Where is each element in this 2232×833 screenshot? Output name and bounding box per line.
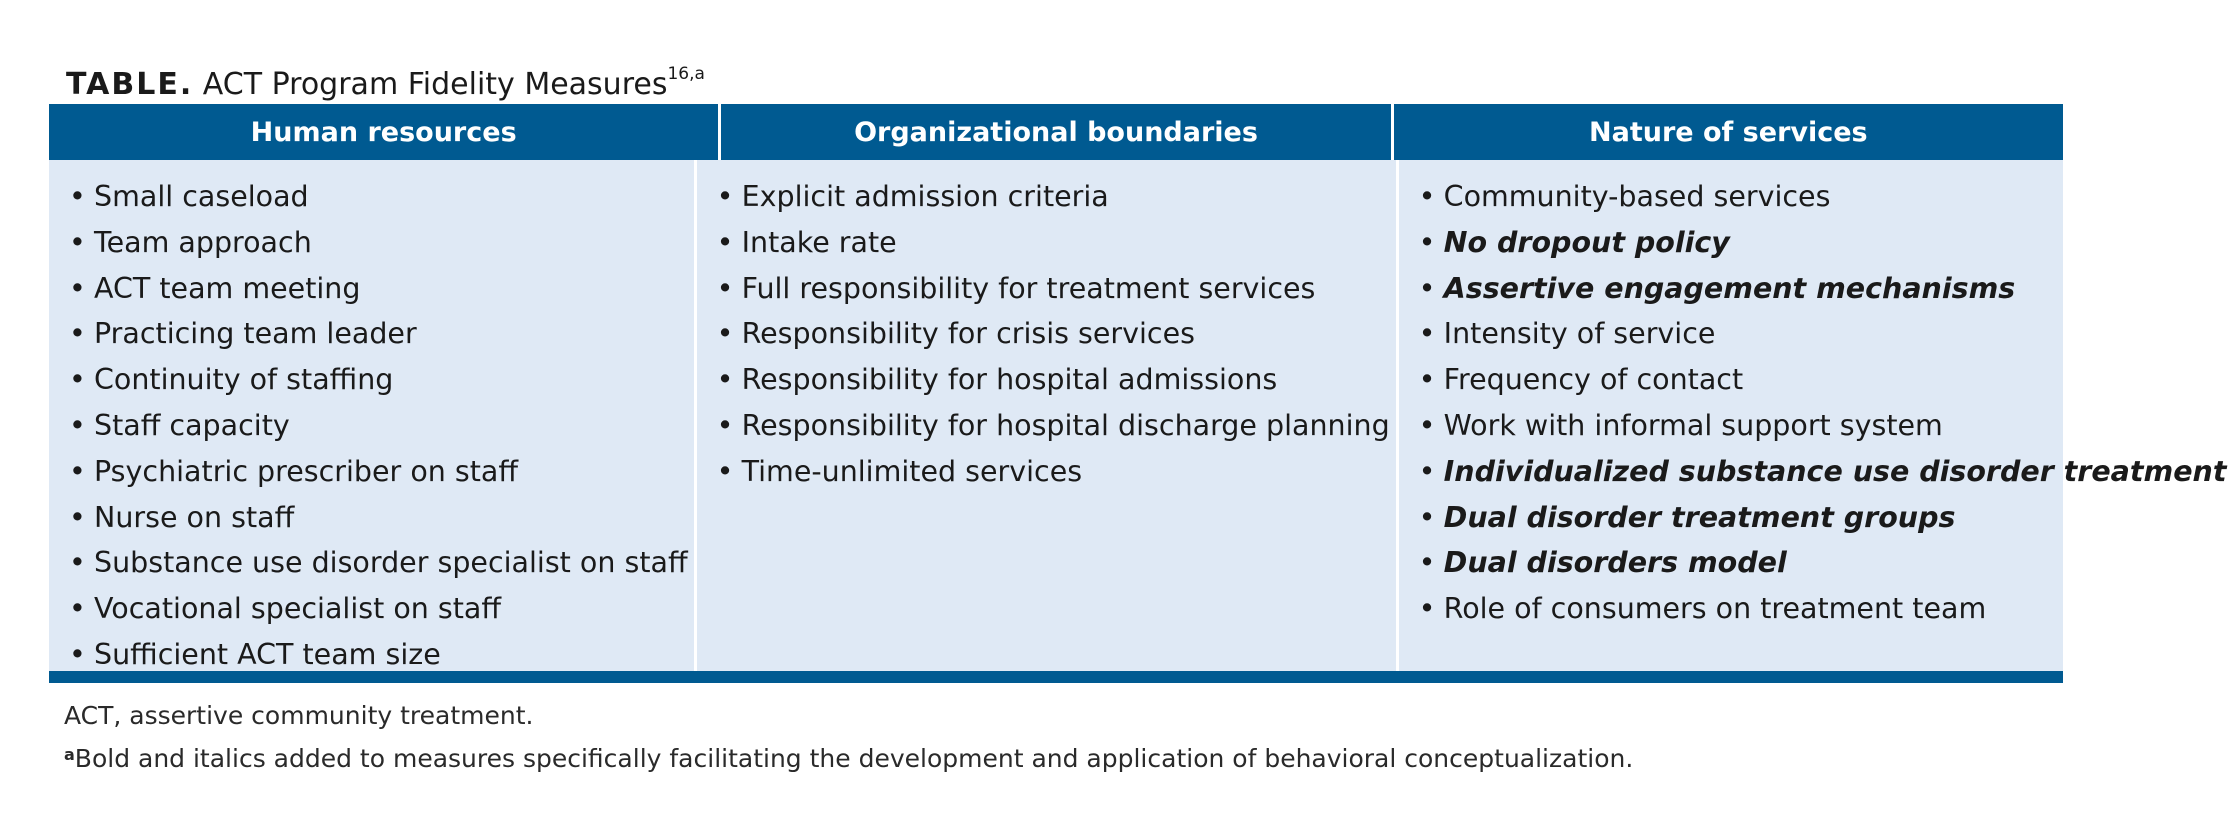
bullet-icon: • bbox=[69, 592, 86, 626]
list-item bbox=[69, 220, 688, 266]
list-item bbox=[1419, 266, 2227, 312]
list-item-text: Responsibility for hospital discharge planning bbox=[741, 408, 1390, 442]
list-item bbox=[717, 449, 1390, 495]
fidelity-table bbox=[49, 104, 2227, 683]
table-label: TABLE. bbox=[66, 67, 194, 102]
list-item-text: Intake rate bbox=[741, 225, 897, 259]
bullet-icon: • bbox=[1418, 408, 1436, 442]
list-item bbox=[69, 266, 688, 312]
list-item bbox=[1419, 220, 2227, 266]
list-item bbox=[1419, 586, 2227, 632]
list-item-text: Small caseload bbox=[94, 180, 309, 213]
bullet-icon: • bbox=[716, 454, 734, 488]
list-item-text: Intensity of service bbox=[1443, 317, 1716, 351]
list-item-text: Explicit admission criteria bbox=[741, 180, 1109, 213]
list-item-text: Frequency of contact bbox=[1443, 363, 1744, 397]
column-human-resources bbox=[49, 160, 697, 671]
list-item bbox=[717, 403, 1390, 449]
list-item bbox=[69, 540, 688, 586]
column-nature-of-services bbox=[1399, 160, 2232, 671]
bullet-icon: • bbox=[1418, 363, 1436, 397]
list-item-text: Staff capacity bbox=[94, 408, 290, 442]
table-body-row bbox=[49, 160, 2227, 671]
bullet-icon: • bbox=[716, 408, 734, 442]
column-header-organizational-boundaries: Organizational boundaries bbox=[721, 104, 1393, 160]
list-item bbox=[69, 495, 688, 541]
list-item-text: No dropout policy bbox=[1443, 225, 1730, 259]
list-item bbox=[69, 632, 688, 678]
list-item-text: Responsibility for crisis services bbox=[741, 317, 1195, 351]
list-item-text: Substance use disorder specialist on staff bbox=[94, 546, 688, 580]
footnote-note bbox=[64, 742, 1633, 779]
column-header-nature-of-services: Nature of services bbox=[1589, 116, 1868, 148]
list-item bbox=[717, 311, 1390, 357]
list-item-text: Sufficient ACT team size bbox=[94, 637, 441, 671]
bullet-icon: • bbox=[69, 637, 86, 671]
bullet-icon: • bbox=[69, 546, 86, 580]
list-item bbox=[69, 311, 688, 357]
list-item bbox=[717, 220, 1390, 266]
list-item-text: Role of consumers on treatment team bbox=[1443, 592, 1987, 626]
list-item-text: Time-unlimited services bbox=[741, 454, 1083, 488]
bullet-icon: • bbox=[69, 180, 86, 213]
list-item bbox=[1419, 449, 2227, 495]
list-item-text: Vocational specialist on staff bbox=[94, 592, 502, 626]
list-item-text: Nurse on staff bbox=[94, 500, 295, 534]
bullet-icon: • bbox=[1418, 317, 1436, 351]
list-item bbox=[1419, 403, 2227, 449]
list-item-text: Community-based services bbox=[1443, 180, 1831, 213]
list-item bbox=[717, 357, 1390, 403]
bullet-icon: • bbox=[716, 317, 734, 351]
list-item-text: Dual disorders model bbox=[1443, 546, 1787, 580]
bullet-icon: • bbox=[69, 408, 86, 442]
bullet-icon: • bbox=[716, 363, 734, 397]
column-organizational-boundaries bbox=[697, 160, 1399, 671]
list-item bbox=[69, 174, 688, 220]
list-item-text: Practicing team leader bbox=[94, 317, 417, 351]
list-item bbox=[1419, 495, 2227, 541]
list-item bbox=[717, 266, 1390, 312]
bullet-icon: • bbox=[69, 454, 86, 488]
bullet-icon: • bbox=[69, 317, 86, 351]
list-item-text: Continuity of staffing bbox=[94, 363, 394, 397]
bullet-icon: • bbox=[69, 363, 86, 397]
column-header-human-resources: Human resources bbox=[49, 104, 721, 160]
footnote-note-text: Bold and italics added to measures specifically facilitating the development and application of behavioral conceptualization. bbox=[74, 744, 1634, 773]
list-item-text: Individualized substance use disorder treatment bbox=[1443, 454, 2227, 488]
list-item-text: Psychiatric prescriber on staff bbox=[94, 454, 519, 488]
list-item-text: Work with informal support system bbox=[1443, 408, 1943, 442]
list-item bbox=[1419, 357, 2227, 403]
title-superscript: 16,a bbox=[667, 64, 705, 84]
bullet-icon: • bbox=[716, 271, 734, 305]
bullet-icon: • bbox=[69, 500, 86, 534]
bullet-icon: • bbox=[69, 271, 86, 305]
list-item bbox=[1419, 174, 2227, 220]
list-item bbox=[1419, 311, 2227, 357]
table-title: ACT Program Fidelity Measures bbox=[202, 67, 668, 102]
bullet-icon: • bbox=[1418, 225, 1436, 259]
list-item-text: ACT team meeting bbox=[94, 271, 361, 305]
list-item-text: Team approach bbox=[94, 225, 312, 259]
list-item bbox=[717, 174, 1390, 220]
bullet-icon: • bbox=[1418, 592, 1436, 626]
bullet-icon: • bbox=[1418, 271, 1436, 305]
bullet-icon: • bbox=[716, 225, 734, 259]
list-item bbox=[69, 586, 688, 632]
list-item-text: Assertive engagement mechanisms bbox=[1443, 271, 2016, 305]
footnote-marker: a bbox=[64, 745, 75, 764]
table-header-row bbox=[49, 104, 2063, 160]
list-item bbox=[69, 449, 688, 495]
bullet-icon: • bbox=[1418, 546, 1436, 580]
list-item bbox=[69, 403, 688, 449]
bullet-icon: • bbox=[69, 225, 86, 259]
list-item bbox=[69, 357, 688, 403]
list-item bbox=[1419, 540, 2227, 586]
bullet-icon: • bbox=[716, 180, 734, 213]
list-item-text: Responsibility for hospital admissions bbox=[741, 363, 1278, 397]
bullet-icon: • bbox=[1418, 454, 1436, 488]
list-item-text: Dual disorder treatment groups bbox=[1443, 500, 1956, 534]
table-caption bbox=[66, 58, 705, 105]
bullet-icon: • bbox=[1418, 500, 1436, 534]
list-item-text: Full responsibility for treatment services bbox=[741, 271, 1316, 305]
bullet-icon: • bbox=[1418, 180, 1436, 213]
footnote-abbreviation: ACT, assertive community treatment. bbox=[64, 701, 534, 730]
